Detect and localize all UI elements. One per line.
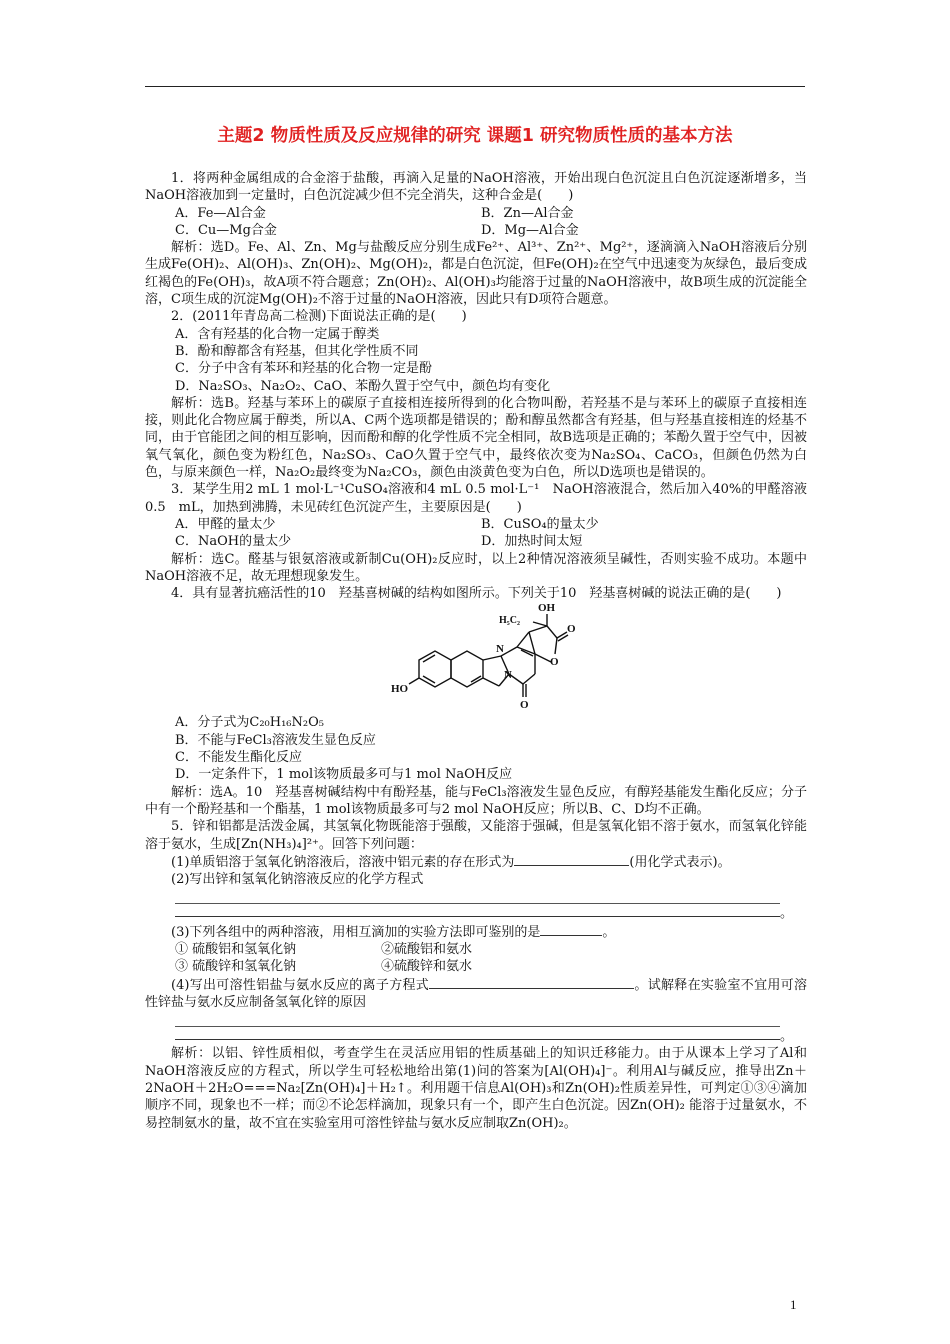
- molecule-diagram: [391, 602, 597, 714]
- document-body: [145, 170, 807, 1132]
- q5-option-3: ③ 硫酸锌和氢氧化钠: [175, 959, 297, 975]
- hydroxycamptothecin-structure: [145, 602, 807, 714]
- q2-option-a: A．含有羟基的化合物一定属于醇类: [175, 326, 380, 342]
- q5-part4-suffix: 。试解释在实验室不宜用可溶性锌盐与氨水反应制备氢氧化锌的原因: [145, 977, 807, 1010]
- q4-option-d: D．一定条件下，1 mol该物质最多可与1 mol NaOH反应: [175, 767, 513, 783]
- q2-option-d: D．Na₂SO₃、Na₂O₂、CaO、苯酚久置于空气中，颜色均有变化: [175, 378, 551, 394]
- q5-part1-suffix: (用化学式表示)。: [629, 854, 731, 870]
- q2-option-c: C．分子中含有苯环和羟基的化合物一定是酚: [175, 361, 432, 377]
- q5-part3: [145, 923, 807, 941]
- label-oh-top: OH: [538, 602, 556, 615]
- q5-part4-text: (4)写出可溶性铝盐与氨水反应的离子方程式: [171, 977, 430, 993]
- q1-analysis: 解析：选D。Fe、Al、Zn、Mg与盐酸反应分别生成Fe²⁺、Al³⁺、Zn²⁺、Mg²⁺，逐滴滴入NaOH溶液后分别生成Fe(OH)₂、Al(OH)₃、Zn(OH)₂、Mg(OH)₂，都是白色沉淀，但Fe(OH)₂在空气中迅速变为灰绿色，最后变成红褐色的Fe(OH)₃，故A项不符合题意；Zn(OH)₂、Al(OH)₃均能溶于过量的NaOH溶液中，故B项生成的沉淀能全溶，C项生成的沉淀Mg(OH)₂不溶于过量的NaOH溶液，因此只有D项符合题意。: [145, 240, 807, 308]
- q4-option-a: A．分子式为C₂₀H₁₆N₂O₅: [175, 715, 324, 731]
- label-o-carbonyl2: O: [520, 699, 529, 712]
- q5-blank2-end: 。: [780, 906, 794, 922]
- q5-part3-end: 。: [602, 924, 616, 940]
- q5-option-2: ②硫酸铝和氨水: [381, 941, 473, 957]
- q5-stem: 5．锌和铝都是活泼金属，其氢氧化物既能溶于强酸，又能溶于强碱，但是氢氧化铝不溶于氨水，而氢氧化锌能溶于氨水，生成[Zn(NH₃)₄]²⁺。回答下列问题：: [145, 819, 807, 852]
- q5-blank2-row: [145, 904, 807, 922]
- q1-option-a: A．Fe—Al合金: [175, 205, 266, 221]
- q3-option-a: A．甲醛的量太少: [175, 516, 276, 532]
- q5-option-1: ① 硫酸铝和氢氧化钠: [175, 941, 297, 957]
- molecule-labels: [391, 602, 576, 711]
- q2-option-b: B．酚和醇都含有羟基，但其化学性质不同: [175, 343, 419, 359]
- label-ethyl: H₅C₂: [499, 615, 520, 627]
- q3-option-d: D．加热时间太短: [481, 534, 583, 550]
- q3-options-row1: [145, 516, 807, 533]
- q5-part3-text: (3)下列各组中的两种溶液，用相互滴加的实验方法即可鉴别的是: [171, 924, 541, 940]
- q5-blank2-line2[interactable]: [175, 904, 780, 917]
- q4-stem: 4．具有显著抗癌活性的10 羟基喜树碱的结构如图所示。下列关于10 羟基喜树碱的说法正确的是( ): [171, 586, 782, 602]
- q5-analysis: 解析：以铝、锌性质相似，考查学生在灵活应用铝的性质基础上的知识迁移能力。由于从课本上学习了Al和NaOH溶液反应的方程式，所以学生可轻松地给出第(1)问的答案为[Al(OH)₄]⁻。利用Al与碱反应，推导出Zn＋2NaOH＋2H₂O===Na₂[Zn(OH)₄]＋H₂↑。利用题干信息Al(OH)₃和Zn(OH)₂性质差异性，可判定①③④滴加顺序不同，现象也不一样；而②不论怎样滴加，现象只有一个，即产生白色沉淀。因Zn(OH)₂ 能溶于过量氨水，不易控制氨水的量，故不宜在实验室用可溶性锌盐与氨水反应制取Zn(OH)₂。: [145, 1046, 807, 1131]
- q5-part4: [145, 976, 807, 1012]
- q5-option-4: ④硫酸锌和氨水: [381, 959, 473, 975]
- q4-option-b: B．不能与FeCl₃溶液发生显色反应: [175, 732, 376, 748]
- label-o-ring: O: [550, 656, 559, 669]
- q3-option-c: C．NaOH的量太少: [175, 534, 292, 550]
- q5-blank2-line1[interactable]: [175, 888, 780, 904]
- q5-part1-text: (1)单质铝溶于氢氧化钠溶液后，溶液中铝元素的存在形式为: [171, 854, 515, 870]
- q4-analysis: 解析：选A。10 羟基喜树碱结构中有酚羟基，能与FeCl₃溶液发生显色反应，有醇羟基能发生酯化反应；分子中有一个酚羟基和一个酯基，1 mol该物质最多可与2 mol NaOH反应；所以B、C、D均不正确。: [145, 784, 807, 817]
- q3-option-b: B．CuSO₄的量太少: [481, 516, 599, 532]
- q1-option-d: D．Mg—Al合金: [481, 222, 579, 238]
- molecule-bonds: [409, 614, 568, 697]
- q4-option-c: C．不能发生酯化反应: [175, 750, 302, 766]
- q5-blank3[interactable]: [540, 923, 602, 936]
- q1-options-row2: [145, 222, 807, 239]
- q5-blank5-row: [145, 1027, 807, 1045]
- label-n1: N: [496, 643, 504, 656]
- q1-stem: 1．将两种金属组成的合金溶于盐酸，再滴入足量的NaOH溶液，开始出现白色沉淀且白色沉淀逐渐增多，当NaOH溶液加到一定量时，白色沉淀减少但不完全消失，这种合金是( ): [145, 171, 807, 204]
- page-title: 主题2 物质性质及反应规律的研究 课题1 研究物质性质的基本方法: [217, 126, 733, 146]
- q1-options-row1: [145, 205, 807, 222]
- header-rule: [145, 86, 805, 87]
- q2-stem: 2．(2011年青岛高二检测)下面说法正确的是( ): [171, 309, 467, 325]
- q3-stem: 3．某学生用2 mL 1 mol·L⁻¹CuSO₄溶液和4 mL 0.5 mol·L⁻¹ NaOH溶液混合，然后加入40%的甲醛溶液 0.5 mL，加热到沸腾，未见砖红色沉淀产生，主要原因是( ): [145, 482, 807, 515]
- q5-part1: [145, 853, 807, 871]
- page-number: 1: [790, 1297, 797, 1312]
- q3-options-row2: [145, 533, 807, 550]
- label-o-carbonyl1: O: [567, 623, 576, 636]
- q1-option-b: B．Zn—Al合金: [481, 205, 574, 221]
- q5-options-row1: [145, 941, 807, 958]
- q1-option-c: C．Cu—Mg合金: [175, 222, 277, 238]
- q5-blank5-line1[interactable]: [175, 1011, 780, 1027]
- q5-blank1[interactable]: [514, 853, 629, 866]
- q5-blank4[interactable]: [429, 976, 634, 989]
- q3-analysis: 解析：选C。醛基与银氨溶液或新制Cu(OH)₂反应时，以上2种情况溶液须呈碱性，否则实验不成功。本题中NaOH溶液不足，故无理想现象发生。: [145, 551, 807, 584]
- label-oh-left: HO: [391, 683, 409, 696]
- q2-analysis: 解析：选B。羟基与苯环上的碳原子直接相连接所得到的化合物叫酚，若羟基不是与苯环上的碳原子直接相连接，则此化合物应属于醇类，所以A、C两个选项都是错误的；酚和醇虽然都含有羟基，但与羟基直接相连的烃基不同，由于官能团之间的相互影响，因而酚和醇的化学性质不完全相同，故B选项是正确的；苯酚久置于空气中，因被氧气氧化，颜色变为粉红色，Na₂SO₃、CaO久置于空气中，最终依次变为Na₂SO₄、CaCO₃，但颜色仍然为白色，与原来颜色一样，Na₂O₂最终变为Na₂CO₃，颜色由淡黄色变为白色，所以D选项也是错误的。: [145, 395, 807, 481]
- label-n2: N: [504, 669, 512, 682]
- q5-options-row2: [145, 958, 807, 975]
- q5-blank5-line2[interactable]: [175, 1027, 780, 1040]
- q5-blank5-end: 。: [780, 1029, 794, 1045]
- q5-part2: (2)写出锌和氢氧化钠溶液反应的化学方程式: [171, 872, 424, 888]
